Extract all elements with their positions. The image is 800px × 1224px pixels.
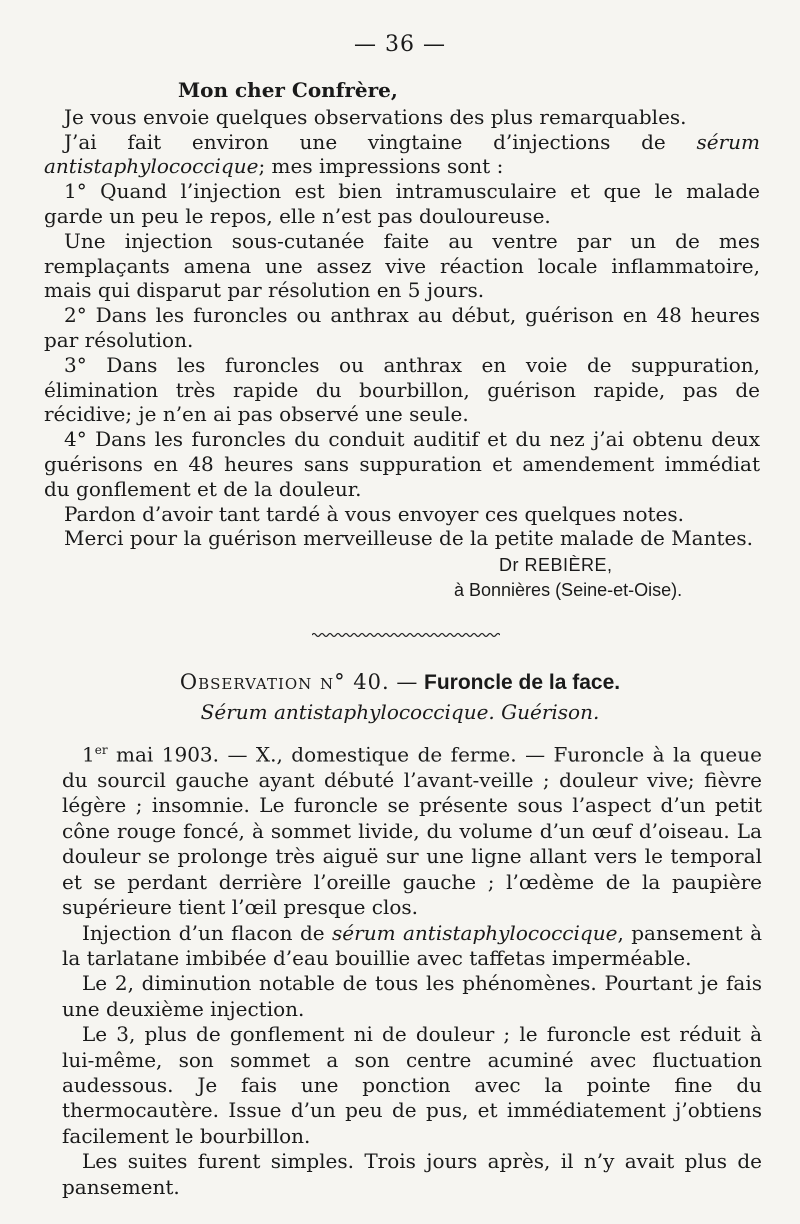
letter-paragraph: 4° Dans les furoncles du conduit auditif et du nez j’ai obtenu deux guérisons en 48 heures sans suppuration et amendement immédiat du gonflement et de la douleur. (44, 427, 760, 501)
observation-paragraph: Le 3, plus de gonflement ni de douleur ; le furoncle est réduit à lui-même, son sommet a son centre acuminé avec fluctuation audessous. Je fais une ponction avec la pointe fine du thermocautère. Issue d’un peu de pus, et immédiatement j’obtiens facilement le bourbillon. (62, 1022, 762, 1148)
paragraph-text: , pansement à la tarlatane imbibée d’eau bouillie avec taffetas imperméable. (62, 920, 763, 970)
heading-dash: — (389, 670, 425, 694)
paragraph-text: J’ai fait environ une vingtaine d’injections de (64, 129, 697, 154)
date-number: 1 (82, 742, 95, 767)
paragraph-text: mai 1903. — X., domestique de ferme. — Furoncle à la queue du sourcil gauche ayant débuté l’avant-veille ; douleur vive; fièvre légère ; insomnie. Le furoncle se présente sous l’aspect d’un petit cône rouge foncé, à sommet livide, du volume d’un œuf d’oiseau. La douleur se prolonge très aiguë sur une ligne allant vers le temporal et se perdant derrière l’oreille gauche ; l’œdème de la paupière supérieure tient l’œil presque clos. (62, 742, 762, 920)
serum-name: sérum antistaphylococcique (44, 129, 760, 179)
signature-place: à Bonnières (Seine-et-Oise). (454, 579, 683, 600)
date-superscript: er (94, 743, 108, 757)
signature-title: Dr (499, 555, 519, 576)
letter-paragraph: Merci pour la guérison merveilleuse de la petite malade de Mantes. (64, 526, 753, 551)
wavy-divider (312, 632, 500, 638)
letter-salutation: Mon cher Confrère, (178, 78, 398, 102)
page-number: — 36 — (354, 32, 446, 57)
paragraph-text: ; mes impressions sont : (258, 154, 504, 179)
observation-subtitle: Sérum antistaphylococcique. Guérison. (200, 700, 600, 724)
letter-body (44, 78, 760, 603)
signature-surname: REBIÈRE, (524, 555, 613, 576)
observation-heading (0, 670, 800, 695)
letter-paragraph: 2° Dans les furoncles ou anthrax au début, guérison en 48 heures par résolution. (44, 303, 760, 352)
letter-paragraph (44, 130, 760, 180)
letter-paragraph: 1° Quand l’injection est bien intramusculaire et que le malade garde un peu le repos, elle n’est pas douloureuse. (44, 179, 760, 228)
observation-paragraph: Le 2, diminution notable de tous les phénomènes. Pourtant je fais une deuxième injection. (62, 971, 762, 1021)
serum-name: sérum antistaphylococcique (332, 920, 618, 945)
letter-paragraph: 3° Dans les furoncles ou anthrax en voie de suppuration, élimination très rapide du bourbillon, guérison rapide, pas de récidive; je n’en ai pas observé une seule. (44, 352, 760, 427)
observation-label: Observation n° 40. (179, 670, 390, 694)
paragraph-text: Injection d’un flacon de (82, 920, 333, 945)
letter-paragraph: Je vous envoie quelques observations des plus remarquables. (64, 104, 687, 129)
observation-paragraph: Les suites furent simples. Trois jours après, il n’y avait plus de pansement. (62, 1149, 762, 1199)
letter-paragraph: Une injection sous-cutanée faite au ventre par un de mes remplaçants amena une assez vive réaction locale inflammatoire, mais qui disparut par résolution en 5 jours. (44, 228, 760, 303)
observation-paragraph (62, 738, 762, 921)
observation-paragraph (62, 921, 762, 972)
letter-paragraph: Pardon d’avoir tant tardé à vous envoyer ces quelques notes. (64, 501, 684, 526)
observation-body (62, 738, 762, 1200)
observation-title: Furoncle de la face. (424, 671, 621, 694)
signature-name (499, 553, 760, 578)
